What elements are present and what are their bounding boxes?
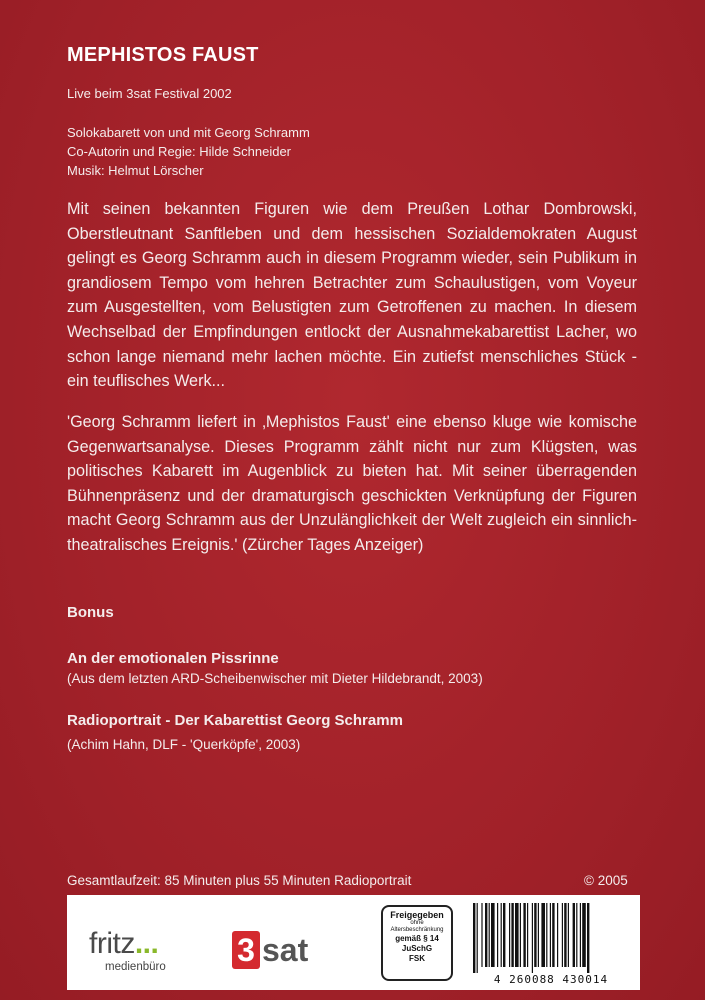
fritz-logo-dots: ... bbox=[134, 927, 159, 960]
bonus-item-title: An der emotionalen Pissrinne bbox=[67, 650, 279, 667]
fsk-line: ohne bbox=[410, 920, 424, 926]
runtime-text: Gesamtlaufzeit: 85 Minuten plus 55 Minuten Radioportrait bbox=[67, 873, 412, 888]
credits-block bbox=[67, 123, 310, 180]
fsk-line: FSK bbox=[409, 954, 425, 963]
bonus-item-description: (Achim Hahn, DLF - 'Querköpfe', 2003) bbox=[67, 737, 301, 752]
barcode-bar bbox=[582, 903, 586, 967]
barcode-bar bbox=[473, 903, 475, 973]
fritz-logo bbox=[89, 927, 158, 961]
barcode-bar bbox=[552, 903, 554, 967]
credit-line: Musik: Helmut Lörscher bbox=[67, 163, 204, 178]
barcode-bar bbox=[532, 903, 533, 973]
subtitle: Live beim 3sat Festival 2002 bbox=[67, 86, 232, 101]
barcode-bar bbox=[515, 903, 519, 967]
barcode-bar bbox=[527, 903, 528, 967]
page-title: MEPHISTOS FAUST bbox=[67, 44, 259, 66]
fsk-rating-badge bbox=[381, 905, 453, 981]
description-paragraph: Mit seinen bekannten Figuren wie dem Preußen Lothar Dombrowski, Oberstleutnant Sanftleben und dem hessischen Sozialdemokraten August gelingt es Georg Schramm auch in diesem Programm wieder, sein Publikum in grandiosem Tempo vom hehren Betrachter zum Schaulustigen, vom Voyeur zum Ausgestellten, vom Belustigten zum Getroffenen zu machen. In diesem Wechselbad der Empfindungen entlockt der Ausnahmekabarettist Lacher, wo schon lange niemand mehr lachen möchte. Ein zutiefst menschliches Stück - ein teuflisches Werk... bbox=[67, 200, 637, 391]
fritz-logo-subtitle: medienbüro bbox=[105, 961, 166, 973]
3sat-logo-number: 3 bbox=[232, 931, 260, 969]
bonus-item-title: Radioportrait - Der Kabarettist Georg Schramm bbox=[67, 712, 403, 729]
barcode-bar bbox=[541, 903, 545, 967]
barcode-bar bbox=[562, 903, 563, 967]
fsk-line: Freigegeben bbox=[390, 910, 444, 920]
barcode-bar bbox=[587, 903, 589, 973]
barcode-bar bbox=[557, 903, 558, 967]
copyright-text: © 2005 bbox=[584, 873, 628, 888]
barcode-bar bbox=[550, 903, 551, 967]
barcode-bar bbox=[538, 903, 539, 967]
barcode-number: 4 260088 430014 bbox=[493, 973, 609, 986]
review-quote-paragraph: 'Georg Schramm liefert in ‚Mephistos Faust' eine ebenso kluge wie komische Gegenwartsanalyse. Dieses Programm zählt nicht nur zum Klügsten, was politisches Kabarett im Augenblick zu bieten hat. Mit seiner überragenden Bühnenpräsenz und der dramaturgisch geschickten Verknüpfung der Figuren macht Georg Schramm aus der Unzulänglichkeit der Welt zugleich ein sinnlich-theatralisches Ereignis.' (Zürcher Tages Anzeiger) bbox=[67, 413, 637, 554]
credit-line: Solokabarett von und mit Georg Schramm bbox=[67, 125, 310, 140]
barcode-bar bbox=[511, 903, 513, 967]
fsk-line: Altersbeschränkung bbox=[390, 927, 444, 933]
barcode-bar bbox=[564, 903, 566, 967]
barcode-bar bbox=[481, 903, 482, 967]
footer-logo-strip bbox=[67, 895, 640, 990]
fsk-line: JuSchG bbox=[401, 944, 433, 953]
barcode-bar bbox=[503, 903, 505, 967]
barcode-bar bbox=[491, 903, 495, 967]
barcode-bar bbox=[573, 903, 575, 967]
fritz-logo-word: fritz bbox=[89, 927, 135, 960]
credit-line: Co-Autorin und Regie: Hilde Schneider bbox=[67, 144, 292, 159]
barcode-bar bbox=[523, 903, 525, 967]
barcode-bar bbox=[546, 903, 547, 967]
barcode-bar bbox=[509, 903, 510, 967]
barcode-bar bbox=[497, 903, 498, 967]
bonus-item-description: (Aus dem letzten ARD-Scheibenwischer mit Dieter Hildebrandt, 2003) bbox=[67, 671, 483, 686]
barcode-bar bbox=[485, 903, 487, 967]
3sat-logo-word: sat bbox=[262, 932, 309, 968]
barcode-bar bbox=[534, 903, 536, 967]
barcode-bars bbox=[471, 903, 631, 973]
barcode-bar bbox=[489, 903, 490, 967]
barcode-bar bbox=[477, 903, 478, 973]
barcode-bar bbox=[580, 903, 581, 967]
bonus-heading: Bonus bbox=[67, 604, 114, 621]
barcode-bar bbox=[568, 903, 569, 967]
fsk-line: gemäß § 14 bbox=[395, 934, 439, 943]
barcode-bar bbox=[576, 903, 577, 967]
3sat-logo bbox=[232, 930, 308, 970]
barcode-bar bbox=[501, 903, 502, 967]
barcode-bar bbox=[520, 903, 521, 967]
